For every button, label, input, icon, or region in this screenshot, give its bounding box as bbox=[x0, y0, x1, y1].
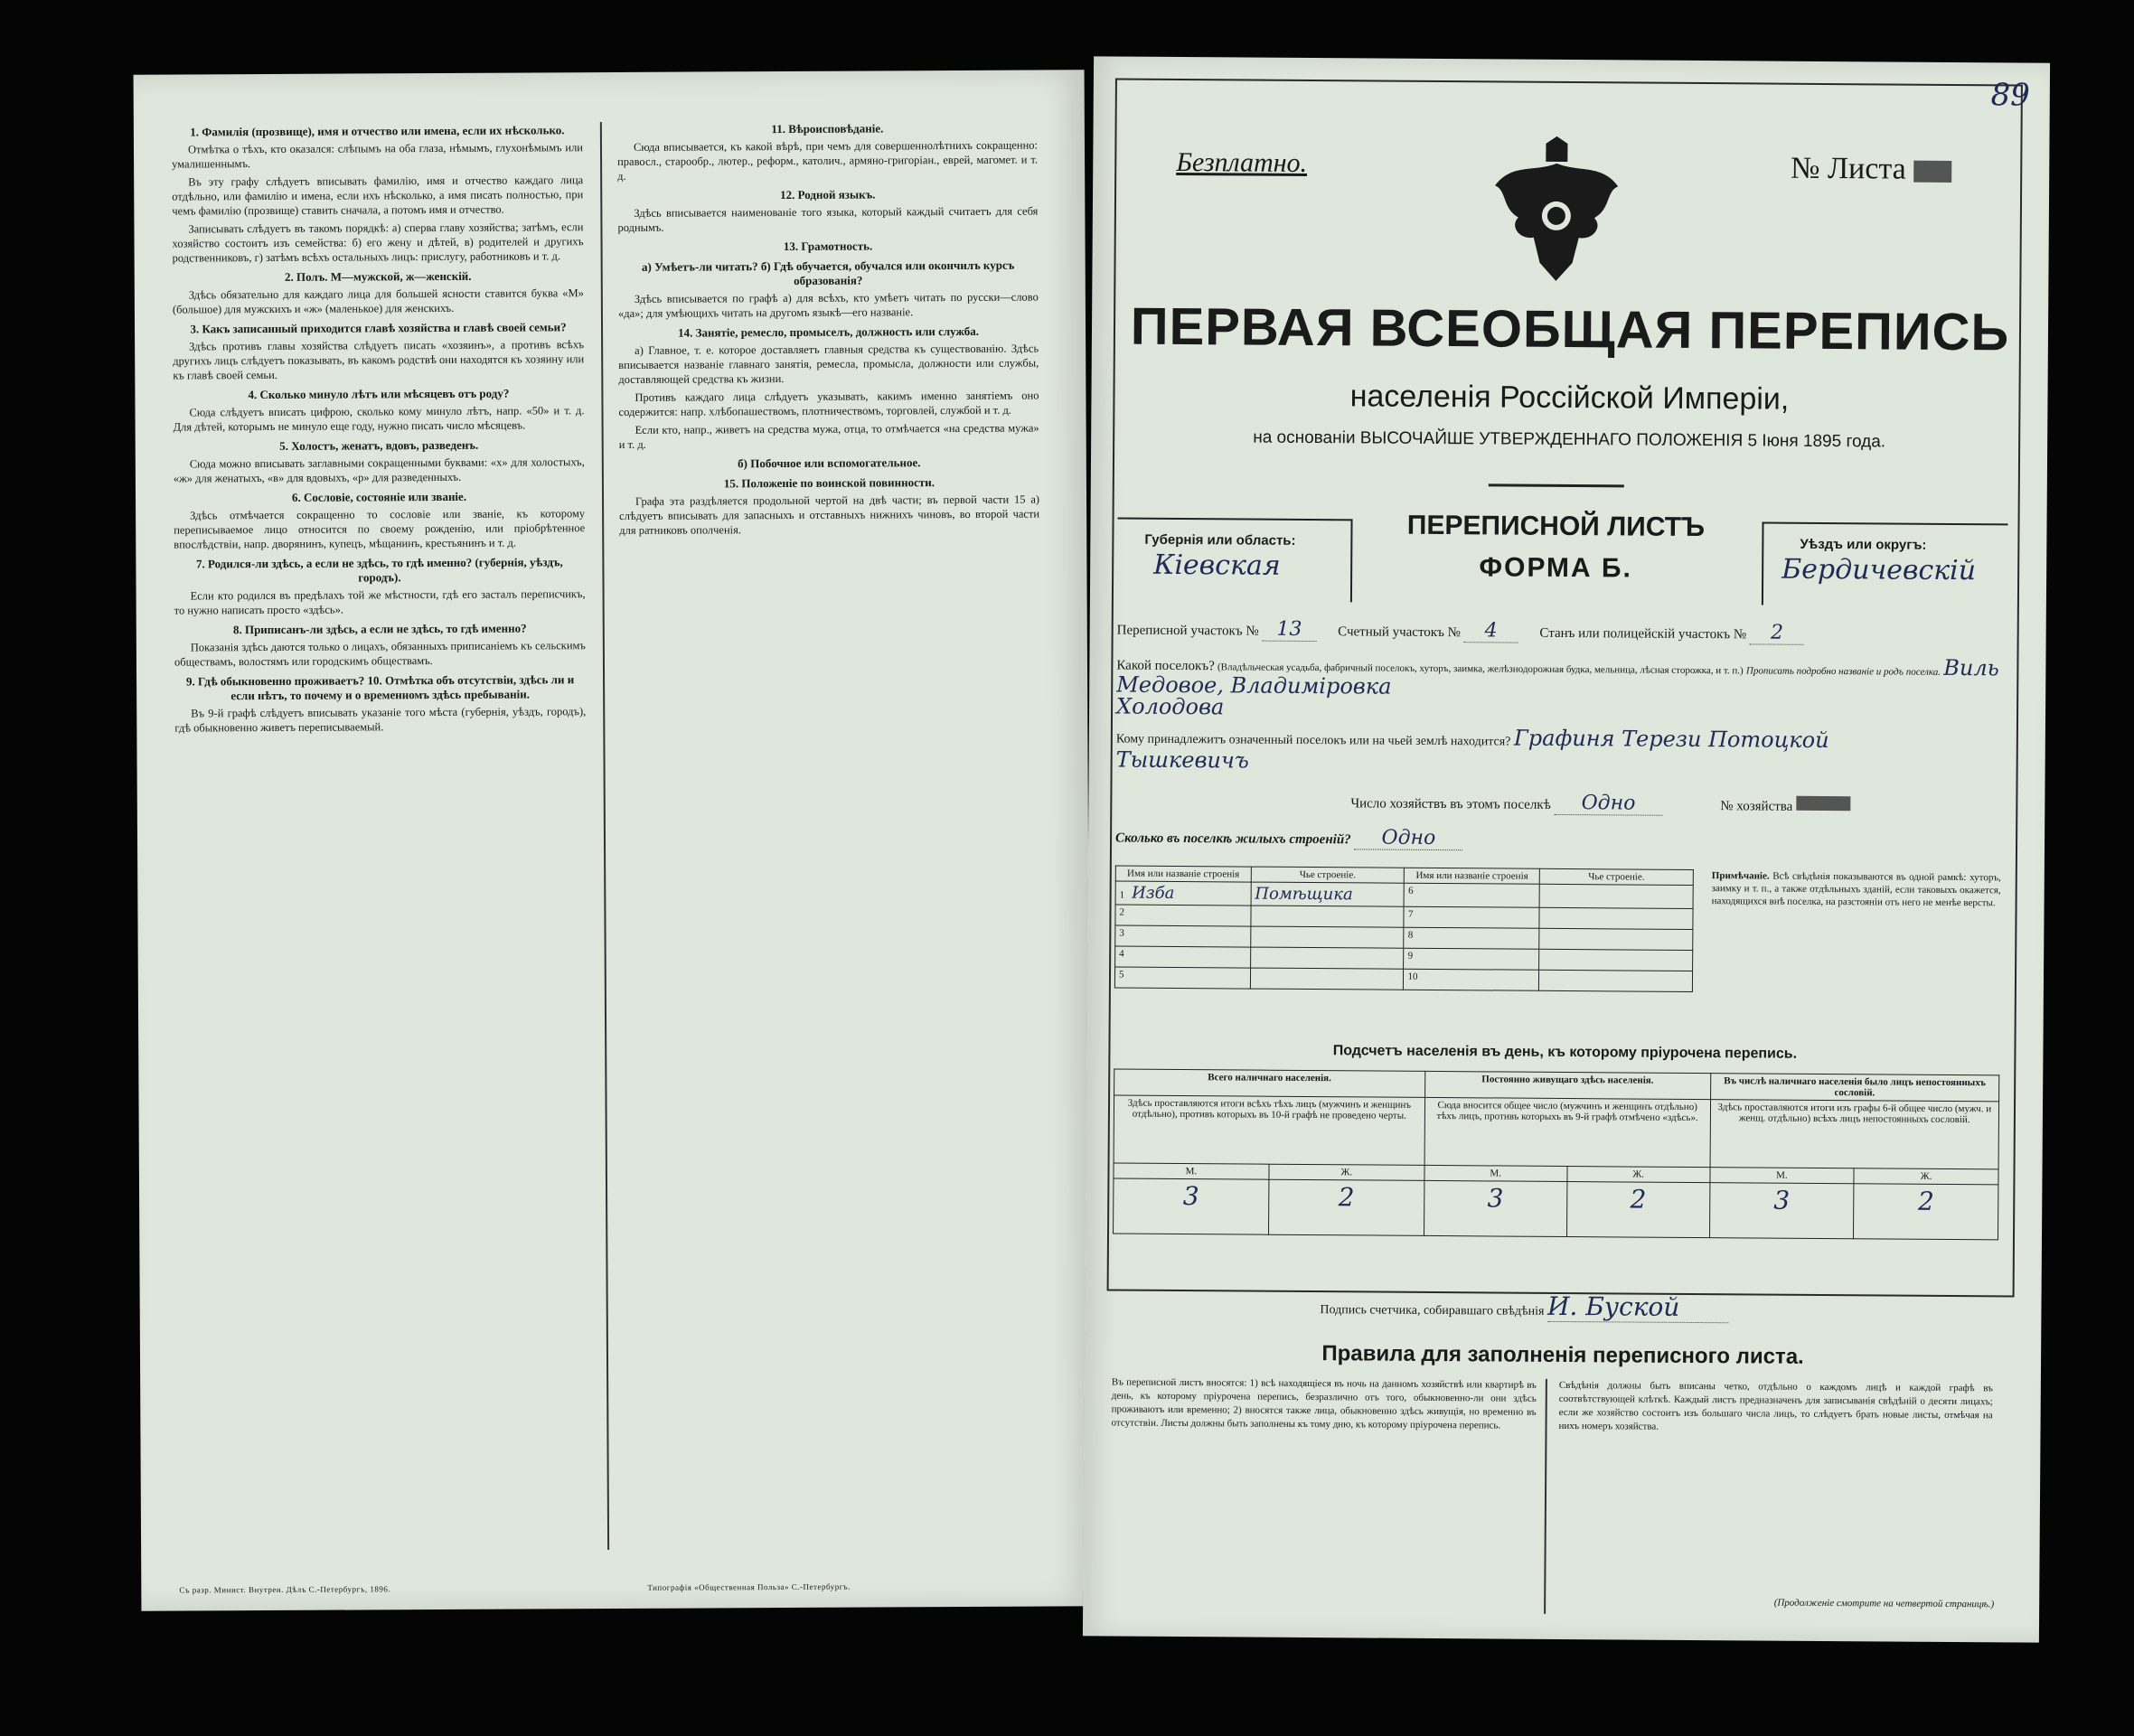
instruction-paragraph: Здѣсь противъ главы хозяйства слѣдуетъ писать «хозяинъ», а противъ всѣхъ другихъ лицъ слѣдуетъ показывать, въ какомъ родствѣ они находятся къ хозяину или къ главѣ своей семьи. bbox=[173, 338, 585, 382]
row-number: 5 bbox=[1114, 967, 1250, 989]
instruction-heading: 7. Родился-ли здѣсь, а если не здѣсь, то гдѣ именно? (губернія, уѣздъ, городъ). bbox=[195, 555, 563, 585]
row-number: 4 bbox=[1115, 946, 1251, 968]
instruction-paragraph: Противъ каждаго лица слѣдуетъ указывать, какимъ именно занятіемъ оно содержится: напр. хлѣбопашествомъ, плотничествомъ, торговлей, службой и т. д. bbox=[618, 389, 1039, 418]
building-owner bbox=[1250, 947, 1404, 969]
building-owner bbox=[1251, 906, 1405, 927]
instruction-heading: 14. Занятіе, ремесло, промыселъ, должность или служба. bbox=[678, 324, 980, 340]
free-label: Безплатно. bbox=[1176, 146, 1308, 178]
district-line: Переписной участокъ № 13 Счетный участокъ № 4 Станъ или полицейскій участокъ № 2 bbox=[1117, 617, 2012, 647]
census-title: ПЕРВАЯ ВСЕОБЩАЯ ПЕРЕПИСЬ bbox=[1130, 296, 2010, 362]
settlement-section: Какой поселокъ? (Владѣльческая усадьба, фабричный поселокъ, хуторъ, заимка, желѣзнодорожная будка, мельница, лѣсная сторожка, и т. п.) Прописать подробно названіе и родъ поселка. Виль Медовое, Владиміровка Холодова bbox=[1115, 654, 1999, 720]
instruction-paragraph: Сюда можно вписывать заглавными сокращенными буквами: «х» для холостыхъ, «ж» для женатыхъ, «в» для вдовыхъ, «р» для разведенныхъ. bbox=[173, 455, 585, 485]
census-district-value: 13 bbox=[1262, 618, 1316, 642]
count-value: 2 bbox=[1268, 1179, 1424, 1235]
settlement-value: Виль Медовое, Владиміровка bbox=[1116, 654, 1999, 699]
instruction-paragraph: Въ эту графу слѣдуетъ вписывать фамилію, имя и отчество каждаго лица отдѣльно, или фамилію и имена, если ихъ нѣсколько, а имя писать полностью, при чемъ фамилію (прозвище) ставить сначала, а потомъ имя и отчество. bbox=[172, 174, 584, 218]
instruction-paragraph: Сюда слѣдуетъ вписать цифрою, сколько кому минуло лѣтъ, напр. «50» и т. д. Для дѣтей, которымъ не минуло еще году, нужно писать число мѣсяцевъ. bbox=[173, 404, 585, 434]
dwellings-value: Одно bbox=[1354, 826, 1462, 850]
uezd-box: Уѣздъ или округъ: Бердичевскій bbox=[1762, 522, 2008, 607]
row-number: 8 bbox=[1404, 927, 1539, 949]
printer-imprint-left: Съ разр. Минист. Внутрен. Дѣлъ С.-Петербургъ, 1896. bbox=[179, 1584, 391, 1595]
buildings-table: Имя или названіе строенія Чье строеніе. Имя или названіе строенія Чье строеніе. 1 Изба Помѣщика 6 2 7 3 8 4 9 5 10 bbox=[1114, 866, 1694, 992]
count-value: 2 bbox=[1854, 1184, 1998, 1240]
dwellings-line: Сколько въ поселкѣ жилыхъ строеній? Одно bbox=[1115, 825, 1463, 851]
building-owner bbox=[1250, 968, 1404, 990]
building-owner bbox=[1539, 907, 1693, 929]
census-form-page bbox=[1083, 56, 2050, 1642]
instruction-heading: 1. Фамилія (прозвище), имя и отчество или имена, если их нѣсколько. bbox=[190, 123, 565, 139]
instruction-paragraph: Записывать слѣдуетъ въ такомъ порядкѣ: а) сперва главу хозяйства; затѣмъ, если хозяйство состоитъ изъ семейства: б) его жену и дѣтей, в) родителей и другихъ родственниковъ, г) затѣмъ всѣхъ остальныхъ лицъ: прислугу, работниковъ и т. д. bbox=[172, 221, 584, 265]
rules-column-divider bbox=[1544, 1379, 1546, 1614]
owner-value: Графиня Терези Потоцкой bbox=[1513, 725, 1829, 754]
continued-note: (Продолженіе смотрите на четвертой страницѣ.) bbox=[1773, 1597, 1995, 1610]
printer-imprint-right: Типографія «Общественная Польза» С.-Петербургъ. bbox=[647, 1581, 851, 1592]
instruction-paragraph: Здѣсь обязательно для каждаго лица для большей ясности ставится буква «М» (большое) для мужскихъ и «ж» (маленькое) для женскихъ. bbox=[172, 286, 584, 316]
count-value: 3 bbox=[1709, 1183, 1854, 1239]
building-owner bbox=[1539, 928, 1693, 950]
households-line: Число хозяйствъ въ этомъ поселкѣ Одно № хозяйства bbox=[1350, 790, 2010, 818]
household-number-redaction bbox=[1796, 796, 1850, 811]
count-value: 3 bbox=[1424, 1180, 1566, 1236]
instruction-heading: 2. Полъ. М—мужской, ж—женскій. bbox=[284, 268, 472, 284]
instruction-paragraph: а) Главное, т. е. которое доставляетъ главныя средства къ существованію. Здѣсь вписывается названіе главнаго занятія, ремесла, промысла, должности или службы, доставляющей средства къ жизни. bbox=[618, 342, 1039, 386]
building-owner bbox=[1539, 884, 1693, 908]
stan-value: 2 bbox=[1750, 621, 1804, 644]
building-name: Изба bbox=[1132, 883, 1175, 903]
instructions-column-1 bbox=[172, 117, 590, 1529]
instruction-heading: 5. Холостъ, женатъ, вдовъ, разведенъ. bbox=[279, 437, 479, 453]
rules-right-column: Свѣдѣнія должны быть вписаны четко, отдѣльно о каждомъ лицѣ и каждой графѣ въ соотвѣтствующей клѣткѣ. Каждый листъ предназначенъ для записыванія свѣдѣній о десяти лицахъ; если же хозяйство состоитъ изъ большаго числа лицъ, то слѣдуетъ брать новые листы, отмѣчая на нихъ номеръ хозяйства. bbox=[1558, 1379, 1993, 1432]
households-value: Одно bbox=[1554, 792, 1662, 816]
legal-basis: на основаніи ВЫСОЧАЙШЕ УТВЕРЖДЕННАГО ПОЛОЖЕНІЯ 5 Іюня 1895 года. bbox=[1253, 427, 1886, 452]
instruction-paragraph: Здѣсь вписывается наименованіе того языка, который каждый считаетъ для себя роднымъ. bbox=[617, 204, 1039, 234]
instruction-heading: 13. Грамотность. bbox=[783, 239, 873, 254]
building-owner: Помѣщика bbox=[1251, 882, 1405, 906]
row-number: 7 bbox=[1404, 906, 1539, 928]
instruction-paragraph: Если кто, напр., живетъ на средства мужа, отца, то отмѣчается «на средства мужа» и т. д. bbox=[618, 421, 1039, 451]
row-number: 9 bbox=[1404, 948, 1539, 970]
rules-left-column: Въ переписной листъ вносятся: 1) всѣ находящіеся въ ночь на данномъ хозяйствѣ или квартирѣ въ день, къ которому пріурочена перепись, безразлично отъ того, обыкновенно-ли они здѣсь проживаютъ или временно; 2) вносятся также лица, обыкновенно здѣсь живущія, но временно въ отсутствіи. Листы должны быть заполнены къ тому дню, къ которому пріурочена перепись. bbox=[1111, 1376, 1537, 1431]
instruction-paragraph: Если кто родился въ предѣлахъ той же мѣстности, гдѣ его засталъ переписчикъ, то нужно написать просто «здѣсь». bbox=[174, 587, 586, 617]
instruction-heading: 11. Вѣроисповѣданіе. bbox=[771, 121, 884, 136]
instruction-paragraph: Графа эта раздѣляется продольной чертой на двѣ части; въ первой части 15 а) слѣдуетъ вписывать для запасныхъ и отставныхъ нижнихъ чиновъ, во второй части для ратниковъ ополченія. bbox=[619, 493, 1040, 537]
owner-value-cont: Тышкевичъ bbox=[1115, 746, 1249, 774]
sheet-number-label: № Листа bbox=[1791, 152, 1951, 187]
signature-line: Подпись счетчика, собиравшаго свѣдѣнія И. Буской bbox=[1320, 1290, 1728, 1323]
sex-label: Ж. bbox=[1567, 1167, 1710, 1183]
instruction-heading: 3. Какъ записанный приходится главѣ хозяйства и главѣ своей семьи? bbox=[190, 320, 567, 336]
left-page bbox=[134, 70, 1093, 1610]
gubernia-box: Губернія или область: Кіевская bbox=[1117, 518, 1353, 603]
row-number: 10 bbox=[1404, 969, 1539, 990]
instruction-paragraph: Отмѣтка о тѣхъ, кто оказался: слѣпымъ на оба глаза, нѣмымъ, глухонѣмымъ или умалишеннымъ. bbox=[172, 141, 584, 171]
table-row bbox=[1114, 967, 1692, 991]
instruction-paragraph: Показанія здѣсь даются только о лицахъ, обязанныхъ приписаніемъ къ сельскимъ обществамъ, волостямъ или городскимъ обществамъ. bbox=[174, 639, 586, 669]
sex-label: Ж. bbox=[1854, 1168, 1998, 1185]
instruction-heading: 4. Сколько минуло лѣтъ или мѣсяцевъ отъ роду? bbox=[248, 386, 510, 402]
count-title: Подсчетъ населенія въ день, къ которому пріурочена перепись. bbox=[1332, 1043, 1798, 1062]
row-number: 1 Изба bbox=[1115, 881, 1251, 906]
instruction-paragraph: Здѣсь вписывается по графѣ а) для всѣхъ, кто умѣетъ читать по русски—слово «да»; для умѣющихъ читать на другомъ языкѣ—его названіе. bbox=[617, 290, 1039, 320]
building-owner bbox=[1539, 949, 1693, 971]
archive-number: 89 bbox=[1990, 77, 2030, 114]
population-count-table: Всего наличнаго населенія. Постоянно живущаго здѣсь населенія. Въ числѣ наличнаго населенія было лицъ непостоянныхъ сословій. Здѣсь проставляются итоги всѣхъ тѣхъ лицъ (мужчинъ и женщинъ отдѣльно), противъ которыхъ въ 10-й графѣ не проведено черты. Сюда вносится общее число (мужчинъ и женщинъ отдѣльно) тѣхъ лицъ, противъ которыхъ въ 9-й графѣ отмѣчено «здѣсь». Здѣсь проставляются итоги изъ графы 6-й общее число (мужч. и женщ. отдѣльно) всѣхъ лицъ непостоянныхъ сословій. М. Ж. М. Ж. М. Ж. 3 2 3 2 3 2 bbox=[1113, 1069, 1999, 1241]
row-number: 3 bbox=[1115, 925, 1251, 947]
sex-label: М. bbox=[1424, 1165, 1567, 1181]
instruction-paragraph: Въ 9-й графѣ слѣдуетъ вписывать указаніе того мѣста (губернія, уѣздъ, городъ), гдѣ обыкновенно живетъ переписываемый. bbox=[174, 705, 587, 735]
count-value: 3 bbox=[1114, 1178, 1269, 1234]
instruction-paragraph: Сюда вписывается, къ какой вѣрѣ, при чемъ для совершеннолѣтнихъ сокращенно: правосл., старообр., лютер., реформ., католич., армяно-григоріан., еврей, магомет. и т. д. bbox=[617, 138, 1039, 183]
instruction-heading: 9. Гдѣ обыкновенно проживаетъ? 10. Отмѣтка объ отсутствіи, здѣсь ли и если нѣтъ, то почему и о временномъ здѣсь пребываніи. bbox=[185, 672, 575, 703]
owner-section: Кому принадлежитъ означенный поселокъ или на чьей землѣ находится? Графиня Терези Потоцкой Тышкевичъ bbox=[1115, 725, 1829, 774]
building-owner bbox=[1250, 926, 1404, 948]
instruction-heading: 15. Положеніе по воинской повинности. bbox=[723, 475, 935, 491]
instruction-heading: а) Умѣетъ-ли читать? б) Гдѣ обучается, обучался или окончилъ курсъ образованія? bbox=[641, 258, 1015, 287]
row-number: 2 bbox=[1115, 905, 1251, 926]
row-number: 6 bbox=[1405, 883, 1540, 907]
rules-title: Правила для заполненія переписного листа. bbox=[1321, 1341, 1804, 1369]
double-headed-eagle-emblem bbox=[1483, 136, 1629, 290]
form-type: ФОРМА Б. bbox=[1479, 552, 1633, 584]
form-title: ПЕРЕПИСНОЙ ЛИСТЪ bbox=[1406, 510, 1706, 543]
column-divider bbox=[600, 122, 609, 1550]
instruction-heading: 8. Приписанъ-ли здѣсь, а если не здѣсь, то гдѣ именно? bbox=[232, 621, 527, 637]
instruction-heading: 12. Родной языкъ. bbox=[780, 187, 876, 202]
sex-label: М. bbox=[1710, 1168, 1855, 1184]
census-subtitle: населенія Россійской Имперіи, bbox=[1349, 379, 1790, 417]
sex-label: Ж. bbox=[1269, 1164, 1424, 1180]
instructions-column-2 bbox=[617, 116, 1045, 1527]
count-value: 2 bbox=[1566, 1182, 1709, 1238]
instruction-heading: 6. Сословіе, состояніе или званіе. bbox=[291, 489, 467, 504]
instruction-paragraph: Здѣсь отмѣчается сокращенно то сословіе или званіе, къ которому переписываемое лицо относится по своему рожденію, или пріобрѣтенное впослѣдствіи, напр. дворянинъ, купецъ, мѣщанинъ, крестьянинъ и т. д. bbox=[174, 507, 586, 551]
instruction-heading: б) Побочное или вспомогательное. bbox=[738, 455, 921, 471]
sex-label: М. bbox=[1114, 1163, 1269, 1179]
count-district-value: 4 bbox=[1464, 619, 1518, 643]
gubernia-value: Кіевская bbox=[1153, 549, 1281, 582]
uezd-value: Бердичевскій bbox=[1781, 553, 1977, 587]
remark-block: Примѣчаніе. Всѣ свѣдѣнія показываются въ одной рамкѣ: хуторъ, заимку и т. п., а также отдѣльныхъ зданій, если таковыхъ окажется, находящихся внѣ поселка, на разстояніи отъ него не менѣе версты. bbox=[1711, 870, 2001, 909]
signature-value: И. Буской bbox=[1547, 1291, 1728, 1323]
sheet-number-redaction bbox=[1913, 161, 1951, 183]
settlement-value-cont: Холодова bbox=[1115, 693, 1225, 720]
building-owner bbox=[1539, 970, 1693, 991]
